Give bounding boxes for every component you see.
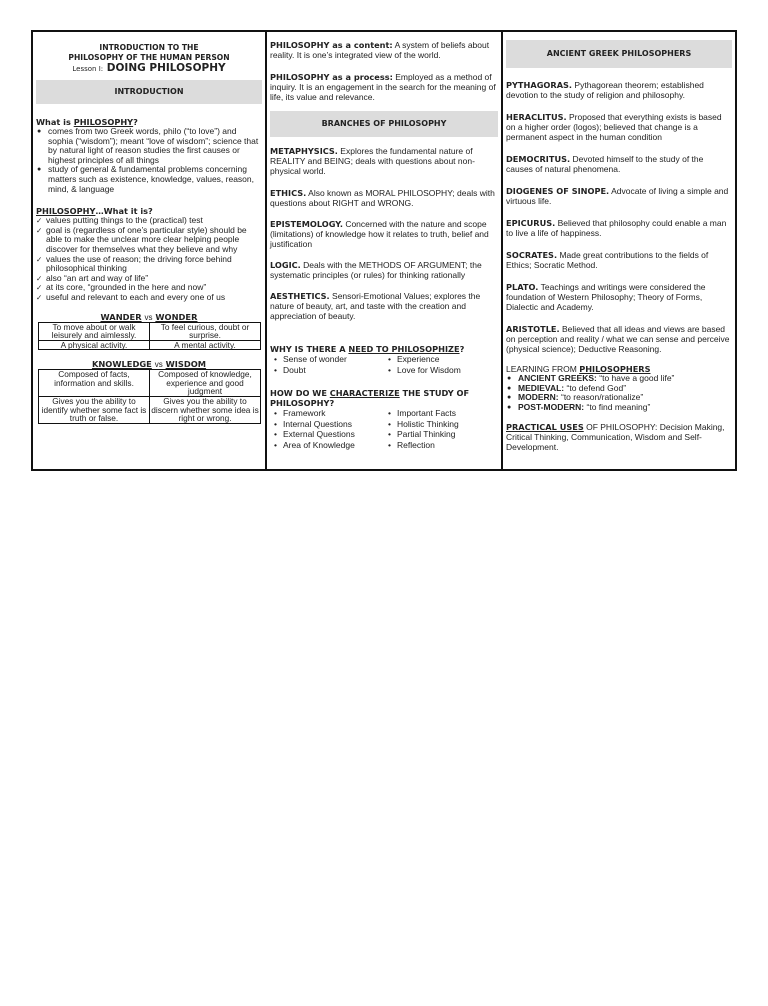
list-item: ✓ at its core, “grounded in the here and now”: [46, 283, 262, 293]
list-item: ✓ also “an art and way of life”: [46, 274, 262, 284]
learning-label: LEARNING FROM: [506, 364, 580, 374]
list-item: ✓ values the use of reason; the driving force behind philosophical thinking: [46, 255, 262, 274]
list-item: • Area of Knowledge: [283, 440, 384, 451]
wisdom-word: WISDOM: [165, 359, 207, 370]
what-it-is-rest: …What it is?: [95, 206, 153, 217]
philosopher-name: SOCRATES.: [506, 250, 558, 260]
philosophy-as-content: [270, 40, 498, 60]
table-row: [39, 397, 261, 424]
what-it-is-list: [36, 216, 262, 302]
table-cell: To move about or walk leisurely and aimlessly.: [39, 322, 150, 340]
philosopher-aristotle: [506, 324, 732, 354]
era-name: MODERN:: [518, 392, 559, 403]
philosopher-diogenes: [506, 186, 732, 206]
table-cell: Composed of knowledge, experience and good judgment: [150, 370, 261, 397]
list-item: ● study of general & fundamental problems concerning matters such as existence, knowledge, values, reason, mind, & language: [48, 165, 262, 194]
era-name: MEDIEVAL:: [518, 382, 565, 393]
philosopher-name: DEMOCRITUS.: [506, 154, 571, 164]
how-list-left: [270, 408, 384, 450]
branch-name: ETHICS.: [270, 188, 307, 198]
content-text: A system of beliefs about reality. It is one’s integrated view of the world.: [270, 40, 490, 60]
characterize-lists: [270, 408, 498, 450]
philosopher-text: Teachings and writings were considered the foundation of Western Philosophy; Theory of Forms, Dialectic and Academy.: [506, 282, 706, 312]
list-item: • Holistic Thinking: [397, 419, 498, 430]
knowledge-vs-wisdom-heading: [36, 359, 262, 369]
practical-text: Decision Making, Critical Thinking, Communication, Wisdom and Self-Development.: [506, 422, 725, 453]
introduction-band: INTRODUCTION: [36, 80, 262, 104]
philosopher-text: Proposed that everything exists is based on a higher order (logos); believed that change is a permanent aspect in the human condition: [506, 112, 722, 142]
branch-text: Also known as MORAL PHILOSOPHY; deals with questions about RIGHT and WRONG.: [270, 188, 495, 208]
branch-logic: [270, 260, 498, 280]
why-keyword: NEED TO PHILOSOPHIZE: [348, 344, 460, 354]
philosopher-text: Made great contributions to the fields of Ethics; Socratic Method.: [506, 250, 709, 270]
branch-ethics: [270, 188, 498, 208]
branch-aesthetics: [270, 291, 498, 321]
course-title-line2: PHILOSOPHY OF THE HUMAN PERSON: [68, 53, 230, 62]
wander-vs-wonder-heading: [36, 312, 262, 322]
table-row: [39, 322, 261, 340]
philosopher-democritus: [506, 154, 732, 174]
list-item: • Internal Questions: [283, 419, 384, 430]
list-item: • Sense of wonder: [283, 354, 384, 365]
table-cell: To feel curious, doubt or surprise.: [150, 322, 261, 340]
branch-text: Deals with the METHODS OF ARGUMENT; the systematic principles (or rules) for thinking rationally: [270, 260, 482, 280]
column-branches: [267, 32, 503, 469]
course-title-line1: INTRODUCTION TO THE: [99, 43, 199, 52]
philosophers-list: [506, 80, 732, 354]
philosopher-pythagoras: [506, 80, 732, 100]
what-is-label: What is: [36, 117, 74, 127]
era-goal: “to reason/rationalize”: [560, 392, 644, 403]
list-item: ✓ values putting things to the (practical) test: [46, 216, 262, 226]
table-row: [39, 370, 261, 397]
table-cell: Gives you the ability to identify whether some fact is truth or false.: [39, 397, 150, 424]
table-row: [39, 340, 261, 350]
why-list-right: [384, 354, 498, 375]
branch-name: LOGIC.: [270, 260, 301, 270]
wander-wonder-table: [38, 322, 261, 351]
era-name: POST-MODERN:: [518, 401, 585, 412]
philosopher-text: Believed that philosophy could enable a man to live a life of happiness.: [506, 218, 727, 238]
philosopher-text: Devoted himself to the study of the causes of natural phenomena.: [506, 154, 704, 174]
vs-label: vs: [144, 312, 153, 322]
table-cell: A physical activity.: [39, 340, 150, 350]
how-keyword: CHARACTERIZE: [329, 388, 400, 399]
list-item: • External Questions: [283, 429, 384, 440]
handout-sheet: [31, 30, 737, 471]
column-introduction: [33, 32, 267, 469]
list-item: • Love for Wisdom: [397, 365, 498, 376]
branch-name: METAPHYSICS.: [270, 146, 338, 156]
knowledge-wisdom-table: [38, 369, 261, 424]
philosopher-text: Advocate of living a simple and virtuous life.: [506, 186, 729, 206]
philosopher-name: DIOGENES OF SINOPE.: [506, 186, 610, 196]
list-item: ● comes from two Greek words, philo (“to love”) and sophia (“wisdom”); meant “love of wisdom”; science that by natural light of reason studies the first causes or highest principles of all things: [48, 127, 262, 165]
what-is-list: [36, 127, 262, 194]
lesson-name: DOING PHILOSOPHY: [106, 62, 226, 74]
era-name: ANCIENT GREEKS:: [518, 373, 597, 383]
process-label: PHILOSOPHY as a process:: [270, 72, 393, 82]
philosopher-name: PLATO.: [506, 282, 539, 292]
lesson-title: [36, 63, 262, 74]
list-item: • Partial Thinking: [397, 429, 498, 440]
philosopher-name: PYTHAGORAS.: [506, 80, 573, 90]
learning-keyword: PHILOSOPHERS: [579, 364, 651, 374]
learning-list: [506, 374, 732, 412]
table-cell: Composed of facts, information and skills.: [39, 370, 150, 397]
list-item: • Doubt: [283, 365, 384, 376]
philosophy-as-process: [270, 72, 498, 102]
list-item: [518, 403, 732, 413]
philosopher-name: HERACLITUS.: [506, 112, 567, 122]
table-cell: A mental activity.: [150, 340, 261, 350]
list-item: • Important Facts: [397, 408, 498, 419]
list-item: • Experience: [397, 354, 498, 365]
lesson-prefix: Lesson I:: [72, 65, 104, 73]
how-rest: THE STUDY OF PHILOSOPHY: [270, 388, 470, 409]
philosopher-epicurus: [506, 218, 732, 238]
list-item: • Reflection: [397, 440, 498, 451]
how-list-right: [384, 408, 498, 450]
branch-text: Explores the fundamental nature of REALITY and BEING; deals with questions about non-physical world.: [270, 146, 475, 176]
philosopher-socrates: [506, 250, 732, 270]
how-q: ?: [329, 398, 335, 409]
list-item: ✓ useful and relevant to each and every one of us: [46, 293, 262, 303]
philosopher-name: EPICURUS.: [506, 218, 556, 228]
what-is-q: ?: [133, 117, 138, 127]
practical-keyword: PRACTICAL USES: [506, 422, 584, 433]
why-philosophize-lists: [270, 354, 498, 375]
knowledge-word: KNOWLEDGE: [91, 359, 152, 370]
why-q: ?: [459, 344, 465, 354]
characterize-heading: [270, 388, 498, 408]
list-item: ✓ goal is (regardless of one’s particular style) should be able to make the unclear more clear helping people discover for themselves what they believe and why: [46, 226, 262, 255]
list-item: • Framework: [283, 408, 384, 419]
philosopher-text: Believed that all ideas and views are based on perception and reality / what we can sense and perceive (physical science); Deductive Reasoning.: [506, 324, 730, 354]
practical-label: OF PHILOSOPHY:: [583, 422, 658, 433]
how-label: HOW DO WE: [270, 388, 330, 399]
branch-metaphysics: [270, 146, 498, 176]
greek-philosophers-band: ANCIENT GREEK PHILOSOPHERS: [506, 40, 732, 68]
vs-label: vs: [154, 360, 163, 370]
branch-text: Concerned with the nature and scope (limitations) of knowledge how it relates to truth, belief and justification: [270, 219, 489, 249]
branches-list: [270, 146, 498, 321]
wonder-word: WONDER: [155, 311, 198, 322]
practical-uses: [506, 422, 732, 452]
wander-word: WANDER: [100, 311, 142, 322]
branch-text: Sensori-Emotional Values; explores the nature of beauty, art, and taste with the creation and appreciation of beauty.: [270, 291, 481, 321]
era-goal: “to have a good life”: [599, 373, 675, 383]
why-list-left: [270, 354, 384, 375]
philosopher-name: ARISTOTLE.: [506, 324, 560, 334]
why-philosophize-heading: [270, 344, 498, 354]
branches-band: BRANCHES OF PHILOSOPHY: [270, 111, 498, 137]
what-is-keyword: PHILOSOPHY: [73, 117, 134, 127]
process-text: Employed as a method of inquiry. It is an engagement in the search for the meaning of life, its value and relevance.: [270, 72, 496, 102]
era-goal: “to find meaning”: [586, 401, 651, 412]
philosopher-text: Pythagorean theorem; established devotion to the study of religion and philosophy.: [506, 80, 704, 100]
why-label: WHY IS THERE A: [270, 344, 349, 354]
philosopher-plato: [506, 282, 732, 312]
content-label: PHILOSOPHY as a content:: [270, 40, 393, 50]
philosopher-heraclitus: [506, 112, 732, 142]
era-goal: “to defend God”: [566, 382, 627, 393]
column-greek-philosophers: [503, 32, 735, 469]
what-it-is-keyword: PHILOSOPHY: [36, 206, 96, 217]
branch-name: AESTHETICS.: [270, 291, 330, 301]
branch-epistemology: [270, 219, 498, 249]
branch-name: EPISTEMOLOGY.: [270, 219, 343, 229]
table-cell: Gives you the ability to discern whether some idea is right or wrong.: [151, 396, 259, 424]
